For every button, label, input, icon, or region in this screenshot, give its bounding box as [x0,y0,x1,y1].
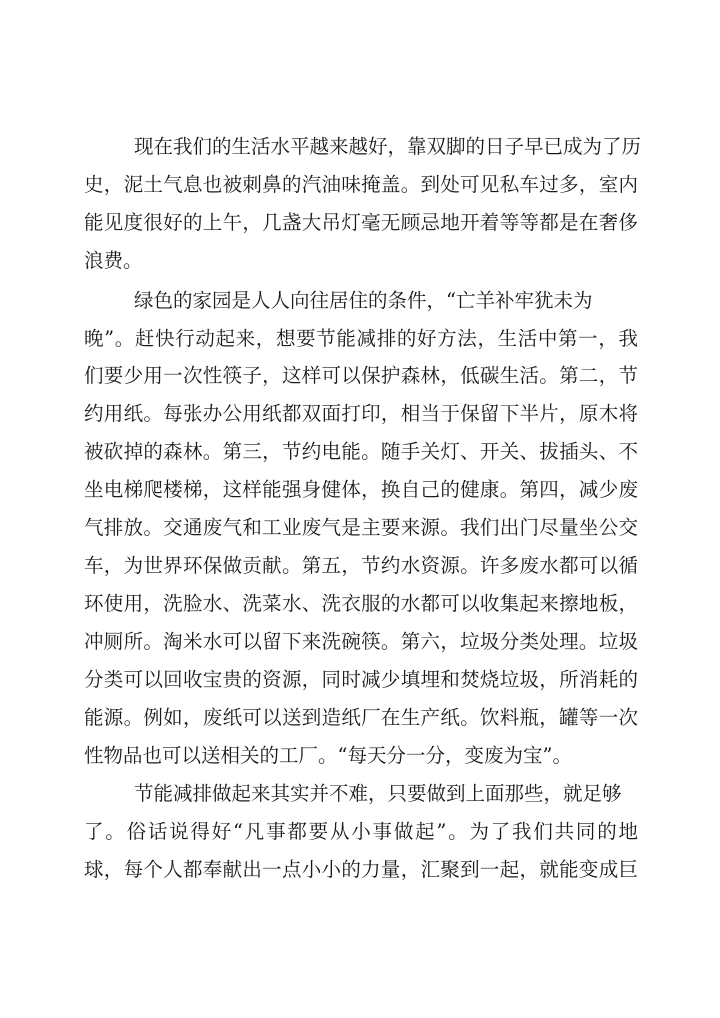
paragraph-2-line-2: 晚”。赶快行动起来，想要节能减排的好方法，生活中第一，我 [84,327,638,350]
paragraph-3-line-2: 了。俗话说得好“凡事都要从小事做起”。为了我们共同的地 [84,820,638,843]
paragraph-2-line-7: 气排放。交通废气和工业废气是主要来源。我们出门尽量坐公交 [84,516,638,539]
paragraph-3-line-3: 球，每个人都奉献出一点小小的力量，汇聚到一起，就能变成巨 [84,858,638,881]
paragraph-2-line-10: 冲厕所。淘米水可以留下来洗碗筷。第六，垃圾分类处理。垃圾 [84,630,638,653]
paragraph-2-line-9: 环使用，洗脸水、洗菜水、洗衣服的水都可以收集起来擦地板， [84,592,638,615]
paragraph-3-line-1: 节能减排做起来其实并不难，只要做到上面那些，就足够 [134,782,622,805]
paragraph-2-line-6: 坐电梯爬楼梯，这样能强身健体，换自己的健康。第四，减少废 [84,478,638,501]
paragraph-2-line-11: 分类可以回收宝贵的资源，同时减少填埋和焚烧垃圾，所消耗的 [84,668,638,691]
paragraph-2-line-5: 被砍掉的森林。第三，节约电能。随手关灯、开关、拔插头、不 [84,440,638,463]
paragraph-2-line-13: 性物品也可以送相关的工厂。“每天分一分，变废为宝”。 [84,744,572,767]
paragraph-2-line-8: 车，为世界环保做贡献。第五，节约水资源。许多废水都可以循 [84,554,638,577]
paragraph-2-line-12: 能源。例如，废纸可以送到造纸厂在生产纸。饮料瓶，罐等一次 [84,706,638,729]
paragraph-2-line-1: 绿色的家园是人人向往居住的条件，“亡羊补牢犹未为 [134,289,593,312]
paragraph-1-line-1: 现在我们的生活水平越来越好，靠双脚的日子早已成为了历 [134,135,642,158]
paragraph-1-line-4: 浪费。 [84,249,143,272]
paragraph-2-line-4: 约用纸。每张办公用纸都双面打印，相当于保留下半片，原木将 [84,402,638,425]
paragraph-2-line-3: 们要少用一次性筷子，这样可以保护森林，低碳生活。第二，节 [84,364,638,387]
paragraph-1-line-3: 能见度很好的上午，几盏大吊灯毫无顾忌地开着等等都是在奢侈 [84,211,638,234]
paragraph-1-line-2: 史，泥土气息也被刺鼻的汽油味掩盖。到处可见私车过多，室内 [84,173,638,196]
